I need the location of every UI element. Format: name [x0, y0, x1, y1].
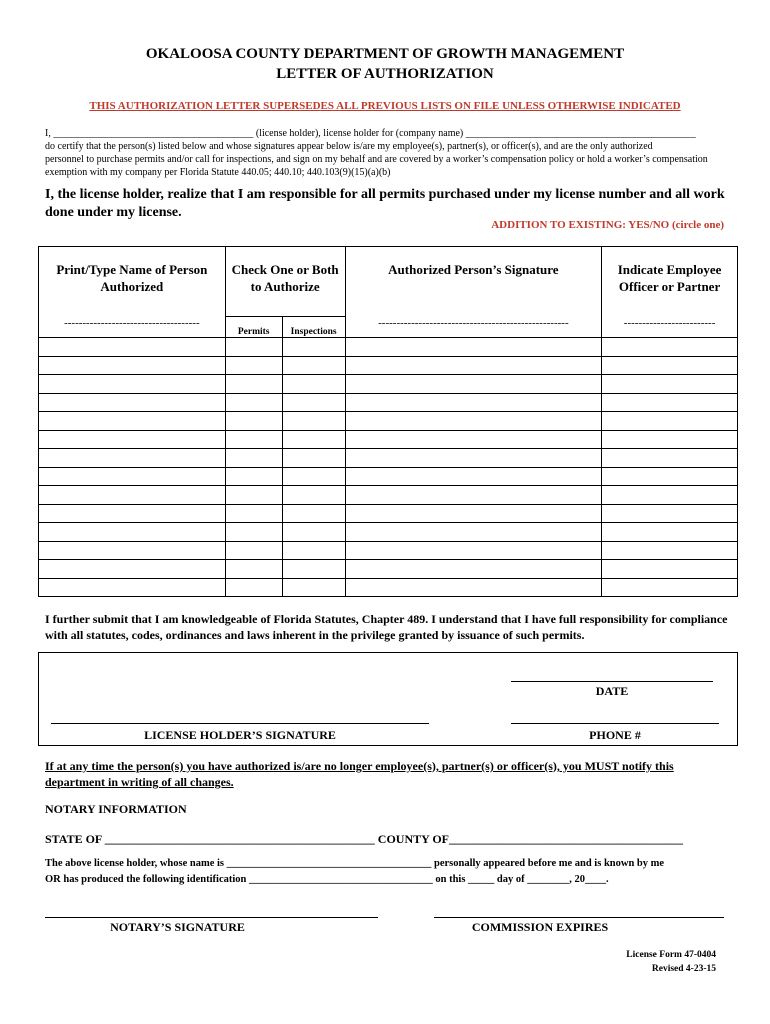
header-signature: Authorized Person’s Signature: [345, 247, 602, 317]
row-inspections-cell[interactable]: [282, 467, 345, 486]
row-inspections-cell[interactable]: [282, 523, 345, 542]
row-signature-cell[interactable]: [345, 504, 602, 523]
license-holder-signature-line[interactable]: [51, 723, 429, 724]
row-permits-cell[interactable]: [225, 541, 282, 560]
row-role-cell[interactable]: [602, 449, 738, 468]
authorization-table: [38, 246, 738, 597]
responsibility-statement: I, the license holder, realize that I am responsible for all permits purchased under my license number and all work done under my license.: [45, 187, 725, 220]
row-role-cell[interactable]: [602, 467, 738, 486]
row-role-cell[interactable]: [602, 541, 738, 560]
table-row: [39, 560, 738, 579]
row-signature-cell[interactable]: [345, 560, 602, 579]
license-holder-signature-label: LICENSE HOLDER’S SIGNATURE: [144, 728, 336, 742]
row-permits-cell[interactable]: [225, 560, 282, 579]
table-row: [39, 541, 738, 560]
certification-line-1: I, ________________________________________ (license holder), license holder for (company name) ______________________________________________: [45, 128, 696, 139]
date-line[interactable]: [511, 681, 713, 682]
notary-signature-line[interactable]: [45, 917, 378, 918]
certification-line-4: exemption with my company per Florida Statute 440.05; 440.10; 440.103(9)(15)(a)(b): [45, 167, 391, 178]
row-inspections-cell[interactable]: [282, 393, 345, 412]
row-permits-cell[interactable]: [225, 412, 282, 431]
row-signature-cell[interactable]: [345, 449, 602, 468]
row-inspections-cell[interactable]: [282, 356, 345, 375]
row-name-cell[interactable]: [39, 356, 226, 375]
row-permits-cell[interactable]: [225, 523, 282, 542]
row-permits-cell[interactable]: [225, 467, 282, 486]
knowledge-statement: I further submit that I am knowledgeable of Florida Statutes, Chapter 489. I understand that I have full responsibility for compliance with all statutes, codes, ordinances and laws inherent in the privilege granted by issuance of such permits.: [45, 612, 728, 642]
header-name: Print/Type Name of Person Authorized: [39, 247, 226, 317]
row-signature-cell[interactable]: [345, 338, 602, 357]
notary-signature-label: NOTARY’S SIGNATURE: [110, 920, 245, 934]
notify-notice: If at any time the person(s) you have authorized is/are no longer employee(s), partner(s) or officer(s), you MUST notify this department in writing of all changes.: [45, 759, 674, 789]
row-role-cell[interactable]: [602, 560, 738, 579]
row-name-cell[interactable]: [39, 560, 226, 579]
row-name-cell[interactable]: [39, 430, 226, 449]
row-role-cell[interactable]: [602, 412, 738, 431]
row-signature-cell[interactable]: [345, 578, 602, 597]
row-permits-cell[interactable]: [225, 356, 282, 375]
header-check: Check One or Both to Authorize: [225, 247, 345, 317]
table-row: [39, 412, 738, 431]
subheader-inspections: Inspections: [282, 317, 345, 338]
row-signature-cell[interactable]: [345, 412, 602, 431]
row-inspections-cell[interactable]: [282, 338, 345, 357]
form-number: License Form 47-0404: [626, 950, 716, 960]
row-permits-cell[interactable]: [225, 430, 282, 449]
table-row: [39, 430, 738, 449]
row-signature-cell[interactable]: [345, 486, 602, 505]
signature-box: [38, 652, 738, 746]
commission-expires-label: COMMISSION EXPIRES: [471, 920, 609, 934]
revision-date: Revised 4-23-15: [651, 964, 716, 974]
phone-line[interactable]: [511, 723, 719, 724]
row-name-cell[interactable]: [39, 393, 226, 412]
signature-dashes: ----------------------------------------------------: [345, 317, 602, 338]
row-name-cell[interactable]: [39, 412, 226, 431]
table-row: [39, 393, 738, 412]
row-signature-cell[interactable]: [345, 393, 602, 412]
row-name-cell[interactable]: [39, 578, 226, 597]
row-name-cell[interactable]: [39, 338, 226, 357]
row-role-cell[interactable]: [602, 338, 738, 357]
row-inspections-cell[interactable]: [282, 541, 345, 560]
row-name-cell[interactable]: [39, 449, 226, 468]
row-role-cell[interactable]: [602, 375, 738, 394]
notary-line-1: The above license holder, whose name is _______________________________________ personally appeared before me and is known by me: [45, 858, 665, 869]
table-row: [39, 523, 738, 542]
certification-paragraph: [45, 127, 745, 179]
table-row: [39, 449, 738, 468]
header-role: Indicate Employee Officer or Partner: [602, 247, 738, 317]
row-signature-cell[interactable]: [345, 375, 602, 394]
row-inspections-cell[interactable]: [282, 430, 345, 449]
name-dashes: -------------------------------------: [39, 317, 226, 338]
notary-line-2: OR has produced the following identification ___________________________________ on this _____ day of ________, 20____.: [45, 874, 609, 885]
row-permits-cell[interactable]: [225, 375, 282, 394]
row-signature-cell[interactable]: [345, 467, 602, 486]
table-row: [39, 578, 738, 597]
row-role-cell[interactable]: [602, 578, 738, 597]
row-role-cell[interactable]: [602, 486, 738, 505]
phone-label: PHONE #: [589, 728, 641, 742]
row-permits-cell[interactable]: [225, 486, 282, 505]
notary-heading: NOTARY INFORMATION: [45, 802, 187, 816]
addition-to-existing[interactable]: ADDITION TO EXISTING: YES/NO (circle one): [491, 219, 724, 231]
row-inspections-cell[interactable]: [282, 449, 345, 468]
row-inspections-cell[interactable]: [282, 504, 345, 523]
table-row: [39, 375, 738, 394]
table-row: [39, 338, 738, 357]
row-name-cell[interactable]: [39, 467, 226, 486]
row-name-cell[interactable]: [39, 504, 226, 523]
row-signature-cell[interactable]: [345, 356, 602, 375]
notary-state-county-line[interactable]: STATE OF _____________________________________________ COUNTY OF_______________________________________: [45, 832, 684, 846]
row-permits-cell[interactable]: [225, 338, 282, 357]
form-subtitle: LETTER OF AUTHORIZATION: [276, 66, 494, 82]
table-row: [39, 486, 738, 505]
table-header-row: [39, 247, 738, 317]
row-role-cell[interactable]: [602, 523, 738, 542]
row-permits-cell[interactable]: [225, 393, 282, 412]
table-row: [39, 504, 738, 523]
certification-line-3: personnel to purchase permits and/or call for inspections, and sign on my behalf and are covered by a worker’s compensation policy or hold a worker’s compensation: [45, 154, 708, 165]
commission-expires-line[interactable]: [434, 917, 724, 918]
certification-line-2: do certify that the person(s) listed below and whose signatures appear below is/are my employee(s), partner(s), or officer(s), and are the only authorized: [45, 141, 653, 152]
row-name-cell[interactable]: [39, 486, 226, 505]
row-name-cell[interactable]: [39, 541, 226, 560]
row-permits-cell[interactable]: [225, 578, 282, 597]
supersede-notice: THIS AUTHORIZATION LETTER SUPERSEDES ALL PREVIOUS LISTS ON FILE UNLESS OTHERWISE INDICATED: [89, 100, 681, 112]
row-permits-cell[interactable]: [225, 449, 282, 468]
row-signature-cell[interactable]: [345, 523, 602, 542]
row-signature-cell[interactable]: [345, 430, 602, 449]
form-title: OKALOOSA COUNTY DEPARTMENT OF GROWTH MANAGEMENT: [145, 46, 625, 62]
row-inspections-cell[interactable]: [282, 486, 345, 505]
row-inspections-cell[interactable]: [282, 560, 345, 579]
table-row: [39, 467, 738, 486]
date-label: DATE: [595, 684, 629, 698]
role-dashes: -------------------------: [602, 317, 738, 338]
row-role-cell[interactable]: [602, 356, 738, 375]
row-name-cell[interactable]: [39, 375, 226, 394]
row-inspections-cell[interactable]: [282, 375, 345, 394]
row-name-cell[interactable]: [39, 523, 226, 542]
row-inspections-cell[interactable]: [282, 578, 345, 597]
table-row: [39, 356, 738, 375]
row-role-cell[interactable]: [602, 430, 738, 449]
row-signature-cell[interactable]: [345, 541, 602, 560]
subheader-permits: Permits: [225, 317, 282, 338]
row-role-cell[interactable]: [602, 504, 738, 523]
row-inspections-cell[interactable]: [282, 412, 345, 431]
table-subheader-row: [39, 317, 738, 338]
row-role-cell[interactable]: [602, 393, 738, 412]
row-permits-cell[interactable]: [225, 504, 282, 523]
